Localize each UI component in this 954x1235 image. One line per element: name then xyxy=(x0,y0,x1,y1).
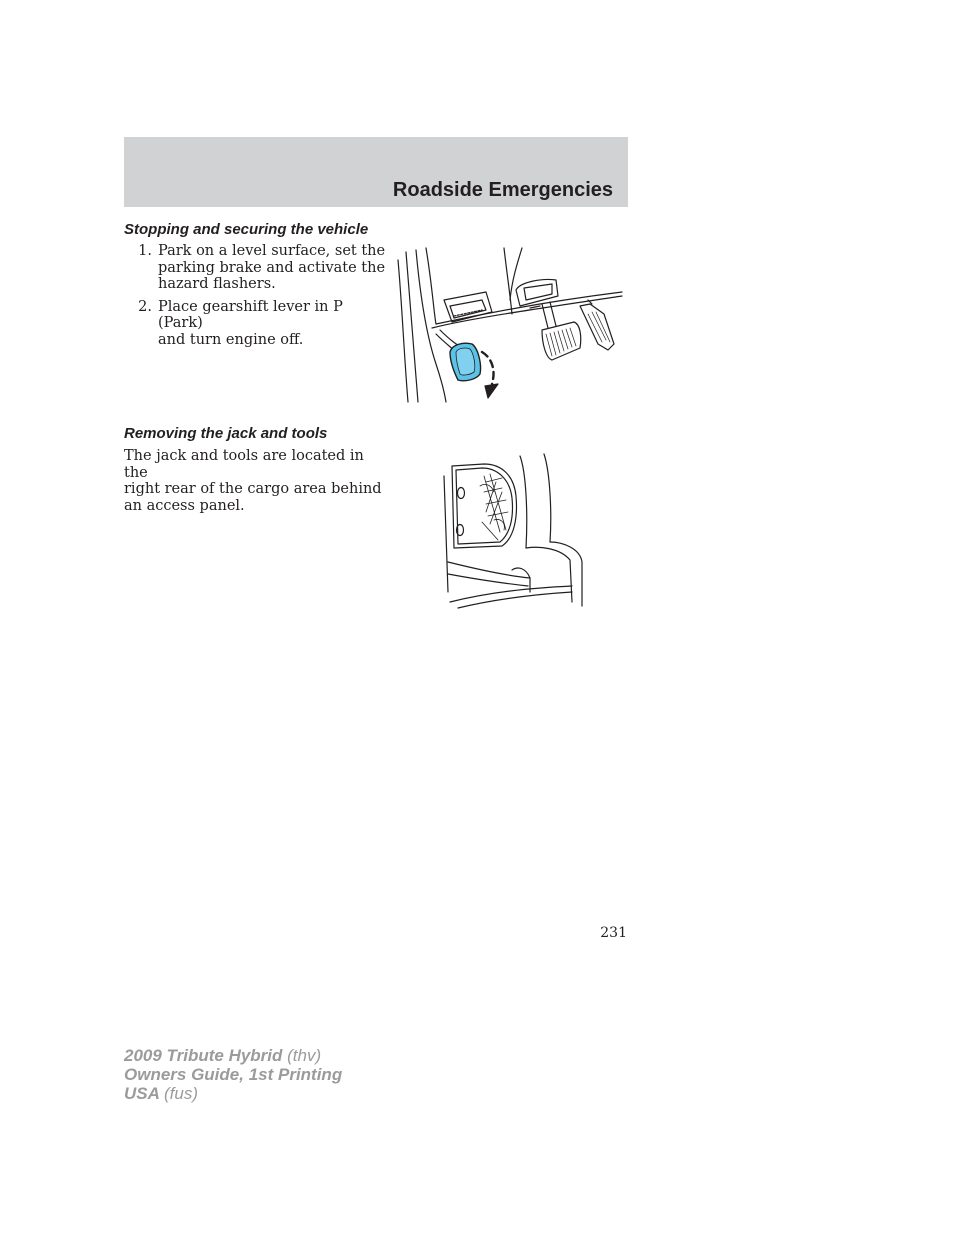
section-heading-stopping: Stopping and securing the vehicle xyxy=(124,221,369,238)
header-band xyxy=(124,137,628,207)
list-item xyxy=(124,243,386,293)
step-number: 1. xyxy=(138,243,152,259)
jack-location-illustration xyxy=(440,452,590,612)
footer-line-1: 2009 Tribute Hybrid (thv) xyxy=(124,1046,322,1065)
step-number: 2. xyxy=(138,298,152,315)
section-heading-jack: Removing the jack and tools xyxy=(124,425,328,442)
footer-line-3: USA (fus) xyxy=(124,1084,198,1103)
step-text: Place gearshift lever in P (Park) and turn engine off. xyxy=(158,298,343,348)
parking-brake-illustration xyxy=(392,244,628,406)
footer xyxy=(124,1046,342,1103)
steps-list xyxy=(124,243,386,354)
step-text: Park on a level surface, set the parking brake and activate the hazard flashers. xyxy=(158,243,386,292)
page-title: Roadside Emergencies xyxy=(392,179,613,201)
list-item xyxy=(124,299,386,349)
footer-line-2: Owners Guide, 1st Printing xyxy=(124,1065,343,1084)
jack-paragraph: The jack and tools are located in the right rear of the cargo area behind an access panel. xyxy=(124,448,382,514)
page-number: 231 xyxy=(600,925,627,941)
